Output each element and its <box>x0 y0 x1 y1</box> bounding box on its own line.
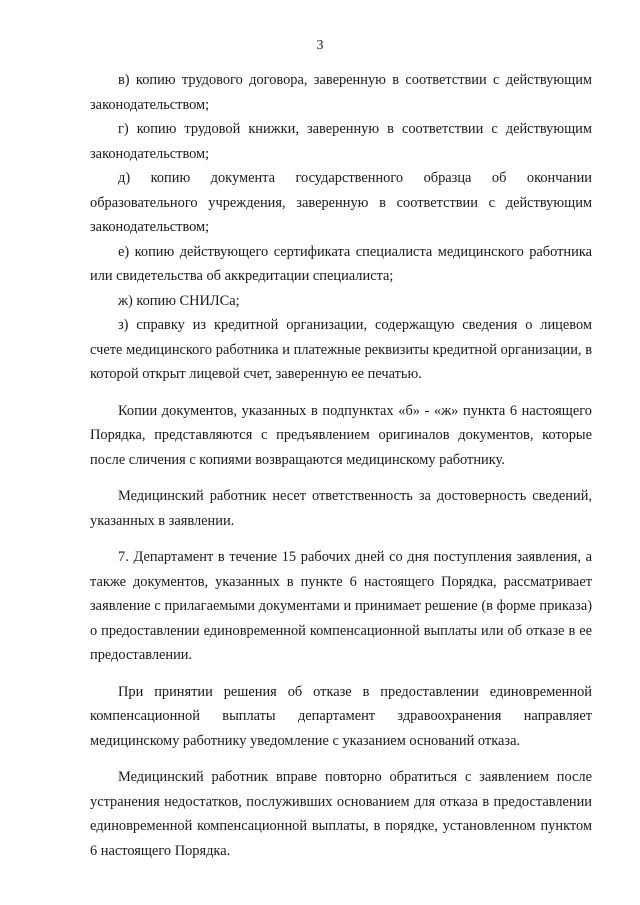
paragraph-refusal: При принятии решения об отказе в предоставлении единовременной компенсационной выплаты департамент здравоохранения направляет медицинскому работнику уведомление с указанием оснований отказа. <box>90 683 592 749</box>
paragraph-g: г) копию трудовой книжки, заверенную в соответствии с действующим законодательством; <box>90 121 592 162</box>
paragraph-item-7: 7. Департамент в течение 15 рабочих дней со дня поступления заявления, а также документов, указанных в пункте 6 настоящего Порядка, рассматривает заявление с прилагаемыми документами и принимает решение (в форме приказа) о предоставлении единовременной компенсационной выплаты или об отказе в ее предоставлении. <box>90 549 592 663</box>
paragraph-responsibility: Медицинский работник несет ответственность за достоверность сведений, указанных в заявлении. <box>90 488 592 529</box>
paragraph-copies: Копии документов, указанных в подпунктах «б» - «ж» пункта 6 настоящего Порядка, представляются с предъявлением оригиналов документов, которые после сличения с копиями возвращаются медицинскому работнику. <box>90 402 592 468</box>
document-body <box>90 68 592 863</box>
paragraph-e: е) копию действующего сертификата специалиста медицинского работника или свидетельства об аккредитации специалиста; <box>90 243 592 284</box>
paragraph-d: д) копию документа государственного образца об окончании образовательного учреждения, заверенную в соответствии с действующим законодательством; <box>90 170 592 235</box>
paragraph-v: в) копию трудового договора, заверенную в соответствии с действующим законодательством; <box>90 72 592 113</box>
paragraph-zh: ж) копию СНИЛСа; <box>118 292 240 309</box>
page-number: 3 <box>316 38 324 53</box>
paragraph-z: з) справку из кредитной организации, содержащую сведения о лицевом счете медицинского работника и платежные реквизиты кредитной организации, в которой открыт лицевой счет, заверенную ее печатью. <box>90 317 592 382</box>
paragraph-reapply: Медицинский работник вправе повторно обратиться с заявлением после устранения недостатков, послуживших основанием для отказа в предоставлении единовременной компенсационной выплаты, в порядке, установленном пунктом 6 настоящего Порядка. <box>90 769 592 859</box>
